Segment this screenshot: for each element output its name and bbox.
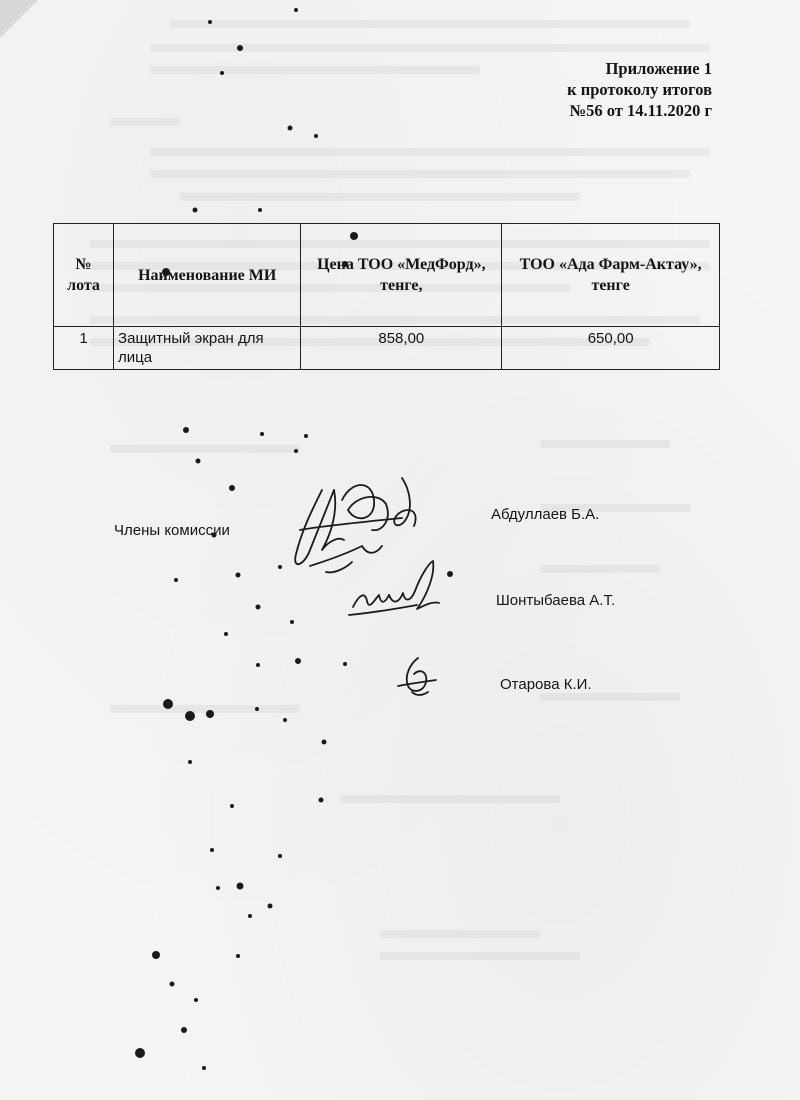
protocol-number-date: №56 от 14.11.2020 г xyxy=(569,101,712,120)
signature-otarova xyxy=(392,652,442,702)
header-ada-farm-price: ТОО «Ада Фарм-Актау», тенге xyxy=(502,224,720,327)
signature-shontybaeva xyxy=(345,555,445,625)
appendix-header xyxy=(567,58,712,121)
cell-lot-number: 1 xyxy=(54,327,114,370)
member-name-3: Отарова К.И. xyxy=(500,676,592,693)
table-row xyxy=(54,327,720,370)
header-medford-price: Цена ТОО «МедФорд», тенге, xyxy=(301,224,502,327)
appendix-title: Приложение 1 xyxy=(605,59,712,78)
table-header-row xyxy=(54,224,720,327)
price-table xyxy=(53,223,720,370)
protocol-reference: к протоколу итогов xyxy=(567,80,712,99)
cell-item-name: Защитный экран для лица xyxy=(114,327,301,370)
commission-label: Члены комиссии xyxy=(114,522,230,539)
member-name-2: Шонтыбаева А.Т. xyxy=(496,592,616,609)
header-lot-number: № лота xyxy=(54,224,114,327)
cell-ada-farm-price: 650,00 xyxy=(502,327,720,370)
member-name-1: Абдуллаев Б.А. xyxy=(491,506,600,523)
cell-medford-price: 858,00 xyxy=(301,327,502,370)
header-item-name: Наименование МИ xyxy=(114,224,301,327)
